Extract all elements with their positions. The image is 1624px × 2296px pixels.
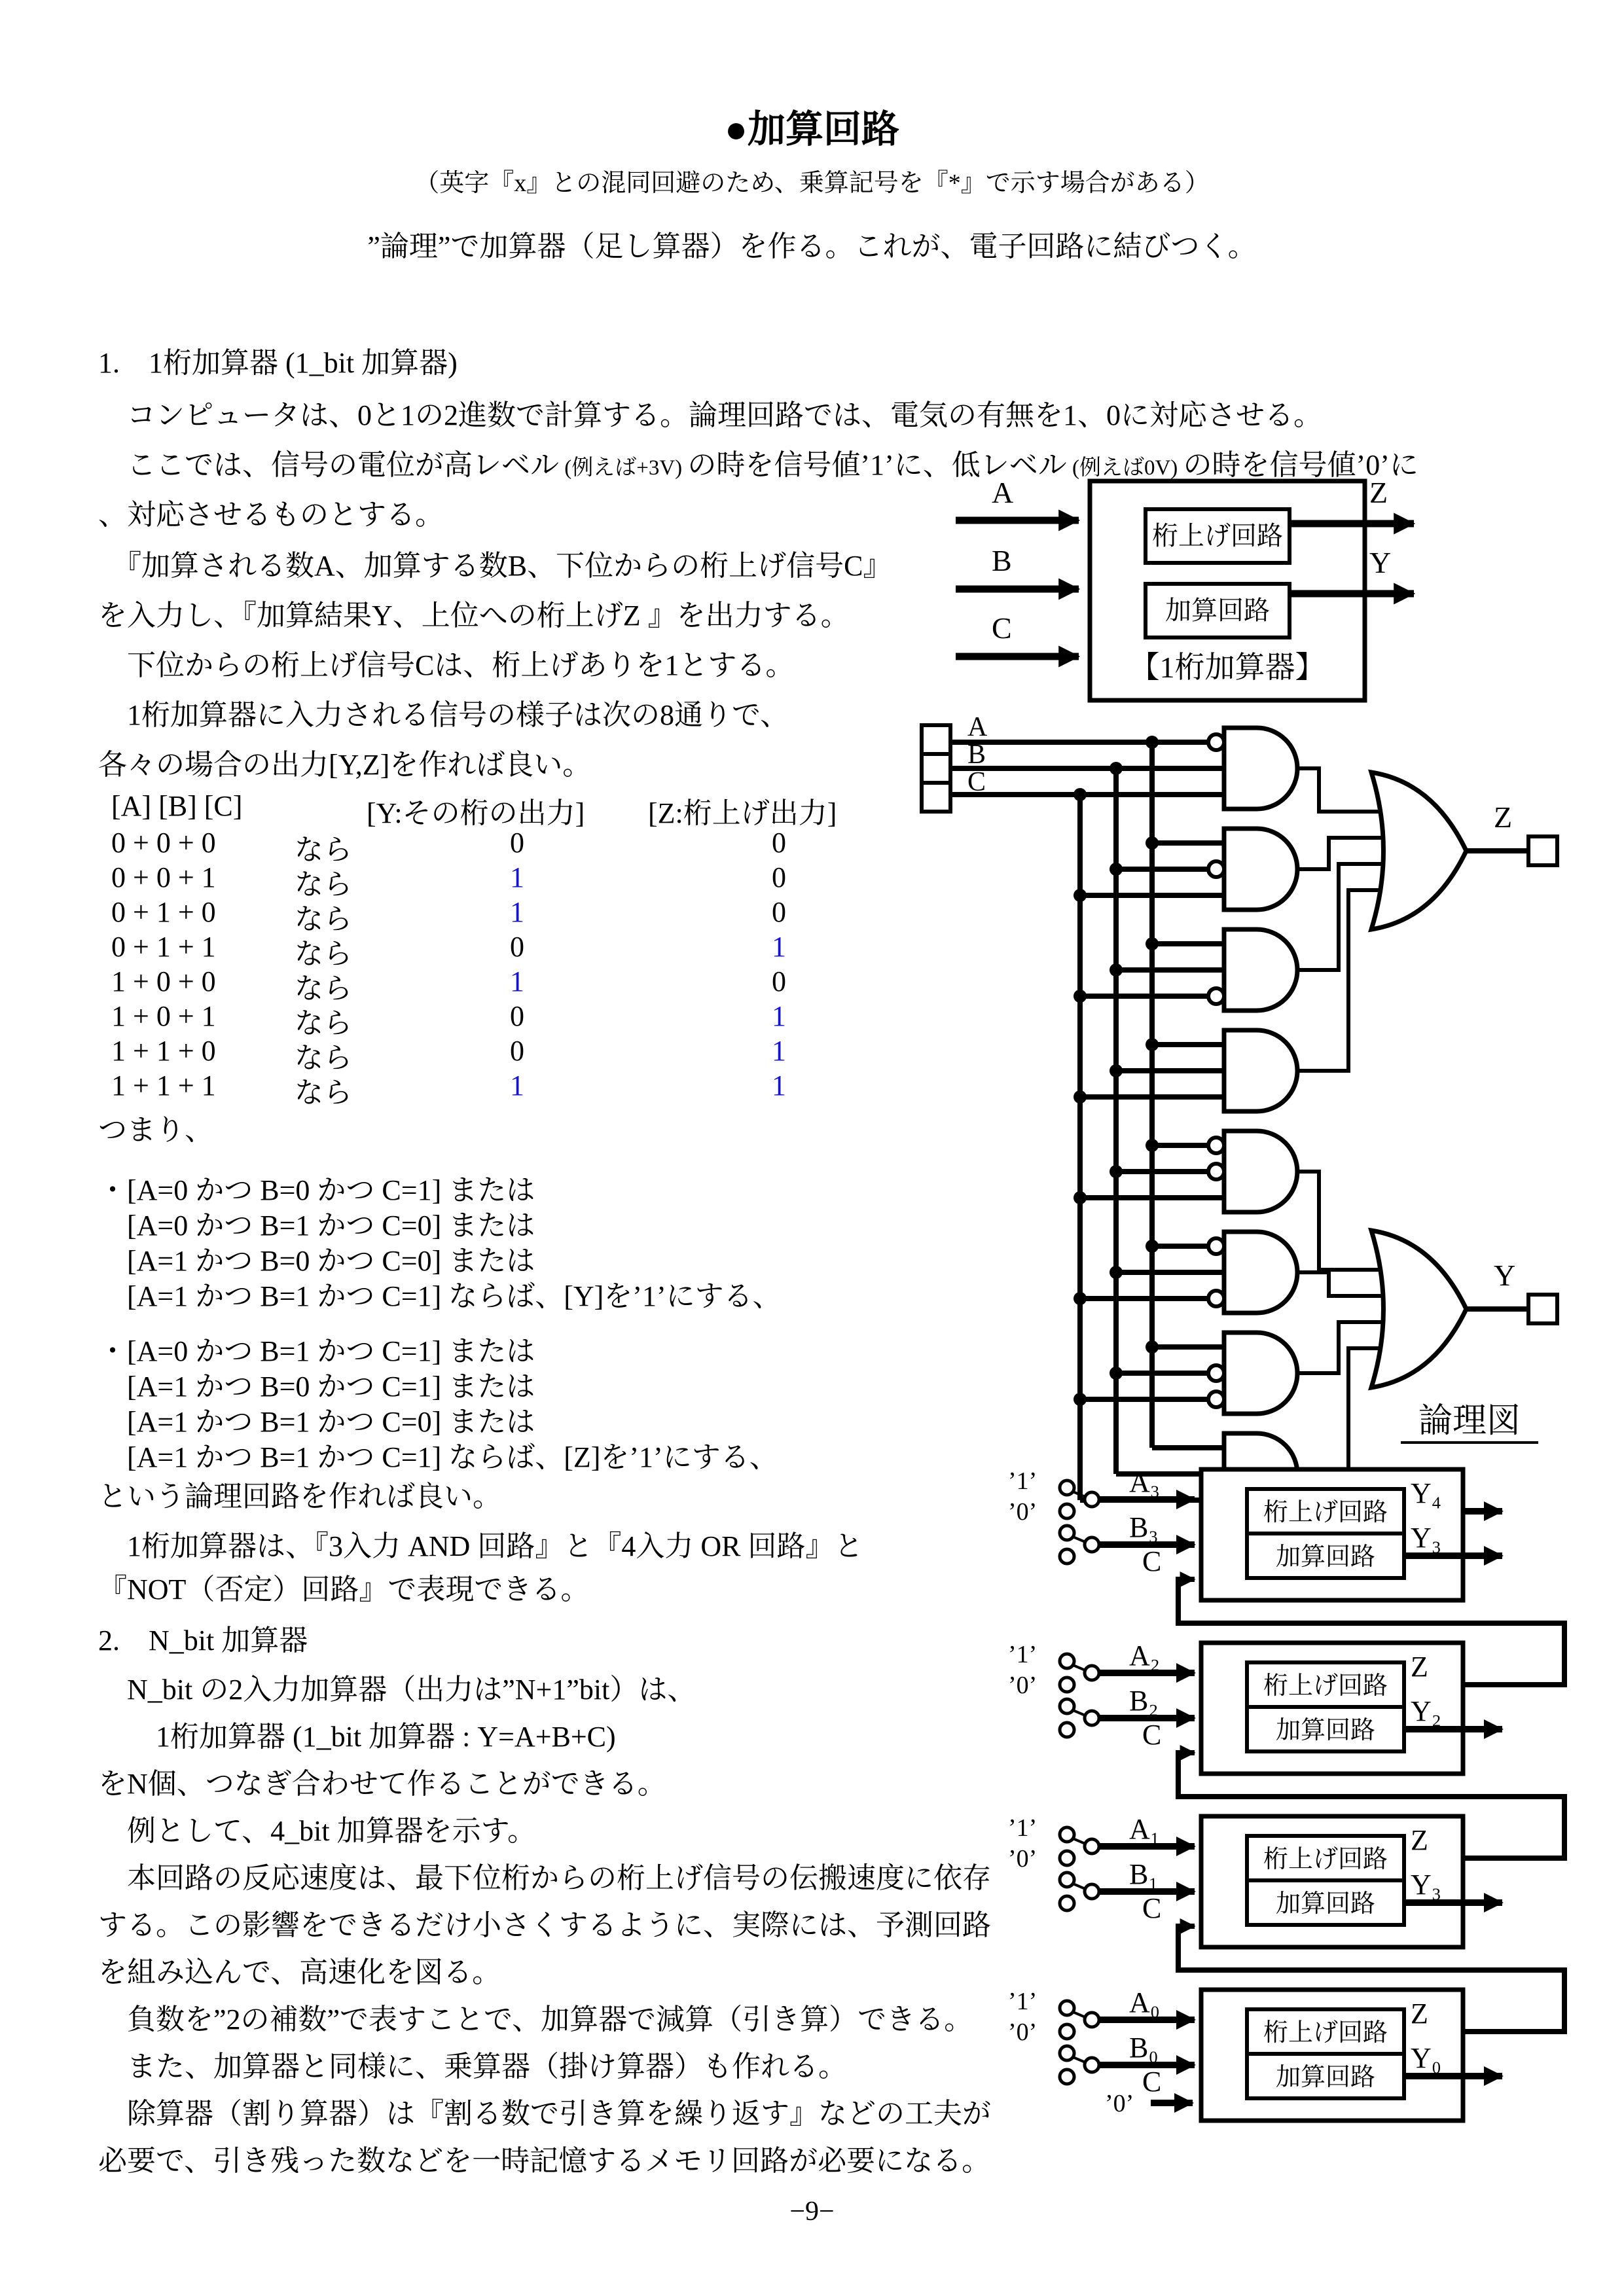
adder-block-3 — [1008, 1466, 1502, 1600]
conditions-z-group — [98, 1327, 778, 1473]
paragraph: 例として、4_bit 加算器を示す。 — [98, 1815, 537, 1847]
table-cell-condition: なら — [295, 834, 352, 866]
table-row — [98, 895, 916, 935]
label-z: Z — [1369, 476, 1388, 509]
switch-off-label: ’0’ — [1008, 1845, 1038, 1873]
zero-source-label: ’0’ — [1105, 2090, 1134, 2117]
condition-line-y: [A=0 かつ B=1 かつ C=0] または — [98, 1210, 535, 1242]
table-cell-condition: なら — [295, 1007, 352, 1039]
and-gate — [1224, 1030, 1297, 1111]
label-c: C — [1142, 2066, 1162, 2098]
carry-circuit-label: 桁上げ回路 — [1263, 1499, 1388, 1526]
table-row — [98, 861, 916, 901]
condition-line-z: ・[A=0 かつ B=1 かつ C=1] または — [98, 1335, 535, 1367]
carry-circuit-label: 桁上げ回路 — [1263, 1846, 1388, 1873]
output-terminal-z — [1528, 836, 1557, 865]
condition-line-z: [A=1 かつ B=1 かつ C=0] または — [98, 1406, 535, 1438]
switch-off-label: ’0’ — [1008, 1498, 1038, 1526]
sum-circuit-label: 加算回路 — [1275, 1717, 1376, 1744]
condition-line-y: ・[A=0 かつ B=0 かつ C=1] または — [98, 1174, 535, 1206]
paragraph: 負数を”2の補数”で表すことで、加算器で減算（引き算）できる。 — [98, 2003, 973, 2036]
paragraph: 1桁加算器に入力される信号の様子は次の8通りで、 — [98, 699, 789, 731]
table-cell-z-output: 1 — [772, 1035, 786, 1067]
truth-table-header-z: [Z:桁上げ出力] — [648, 797, 837, 829]
table-cell-condition: なら — [295, 1042, 352, 1074]
table-cell-y-output: 0 — [510, 1035, 524, 1067]
table-cell-y-output: 1 — [510, 861, 524, 893]
paragraph-small-segment: (例えば0V) — [1066, 456, 1183, 480]
section2-paragraphs — [98, 1666, 991, 2184]
label-b3: B₃ — [1129, 1511, 1159, 1543]
input-wires — [950, 742, 1231, 1500]
table-cell-z-output: 1 — [772, 1069, 786, 1102]
input-switch-b[interactable] — [1060, 1526, 1099, 1564]
table-cell-condition: なら — [295, 1077, 352, 1109]
truth-table-rows — [98, 826, 916, 1109]
paragraph: 『加算される数A、加算する数B、下位からの桁上げ信号C』 — [98, 550, 892, 582]
and-gate — [1224, 1232, 1297, 1313]
adder-block-2 — [1008, 1640, 1502, 1774]
table-cell-z-output: 1 — [772, 931, 786, 963]
table-cell-expression: 1 + 0 + 1 — [111, 1000, 216, 1032]
page-subtitle: （英字『x』との混同回避のため、乗算記号を『*』で示す場合がある） — [414, 170, 1210, 197]
table-cell-condition: なら — [295, 869, 352, 901]
or-gate-y — [1371, 1230, 1466, 1388]
table-cell-condition: なら — [295, 903, 352, 935]
table-cell-expression: 0 + 0 + 1 — [111, 861, 216, 893]
label-out-top: Z — [1411, 1651, 1428, 1683]
label-y: Y — [1369, 546, 1392, 579]
and-gate — [1224, 1131, 1297, 1212]
adder-block-0 — [1008, 1986, 1502, 2121]
section2-heading: 2. N_bit 加算器 — [98, 1624, 308, 1657]
paragraph: 『NOT（否定）回路』で表現できる。 — [98, 1573, 590, 1605]
table-cell-z-output: 0 — [772, 861, 786, 893]
carry-circuit-label: 桁上げ回路 — [1152, 521, 1283, 550]
carry-circuit-label: 桁上げ回路 — [1263, 2019, 1388, 2047]
and-gates — [1224, 728, 1297, 1515]
condition-line-y: [A=1 かつ B=0 かつ C=0] または — [98, 1245, 535, 1277]
label-c: C — [1142, 1719, 1162, 1751]
table-cell-expression: 0 + 0 + 0 — [111, 827, 216, 859]
paragraph: をN個、つなぎ合わせて作ることができる。 — [98, 1768, 666, 1800]
input-switch-b[interactable] — [1060, 1699, 1099, 1737]
label-b: B — [967, 740, 986, 770]
table-cell-condition: なら — [295, 938, 352, 970]
or-gate-z — [1371, 772, 1466, 929]
label-c: C — [992, 611, 1012, 645]
sum-circuit-label: 加算回路 — [1275, 2064, 1376, 2091]
output-terminal-y — [1528, 1295, 1557, 1323]
conditions-lead: つまり、 — [98, 1114, 213, 1146]
paragraph: 1桁加算器は、『3入力 AND 回路』と『4入力 OR 回路』と — [98, 1530, 863, 1562]
label-out-bottom: Y₂ — [1411, 1695, 1442, 1727]
paragraph-segment: の時を信号値’0’に — [1183, 449, 1418, 481]
paragraph: 各々の場合の出力[Y,Z]を作れば良い。 — [98, 749, 592, 781]
label-out-top: Z — [1411, 1998, 1428, 2030]
label-out-top: Y₄ — [1411, 1477, 1442, 1509]
label-a1: A₁ — [1129, 1813, 1161, 1845]
condition-line-z: [A=1 かつ B=1 かつ C=1] ならば、[Z]を’1’にする、 — [98, 1441, 778, 1473]
label-c: C — [1142, 1545, 1162, 1577]
sum-circuit-label: 加算回路 — [1275, 1543, 1376, 1571]
label-b: B — [992, 544, 1012, 577]
conditions-y-group — [98, 1166, 782, 1312]
adder-caption: 【1桁加算器】 — [1129, 651, 1326, 684]
table-cell-y-output: 1 — [510, 1069, 524, 1102]
label-a: A — [992, 476, 1014, 509]
paragraph: する。この影響をできるだけ小さくするように、実際には、予測回路 — [98, 1909, 991, 1941]
and-gate — [1224, 728, 1297, 809]
switch-off-label: ’0’ — [1008, 1672, 1038, 1699]
label-out-top: Z — [1411, 1824, 1428, 1856]
switch-on-label: ’1’ — [1008, 1467, 1038, 1495]
intro-line: ”論理”で加算器（足し算器）を作る。これが、電子回路に結びつく。 — [367, 230, 1257, 262]
paragraph: 除算器（割り算器）は『割る数で引き算を繰り返す』などの工夫が — [98, 2098, 991, 2130]
table-cell-z-output: 0 — [772, 896, 786, 928]
label-out-bottom: Y₀ — [1411, 2042, 1442, 2074]
and-gate — [1224, 929, 1297, 1011]
truth-table-header-y: [Y:その桁の出力] — [367, 797, 585, 829]
page-number: −9− — [789, 2197, 835, 2227]
label-a: A — [967, 713, 988, 742]
table-row — [98, 965, 916, 1005]
switch-on-label: ’1’ — [1008, 1988, 1038, 2015]
and-gate — [1224, 829, 1297, 910]
switch-on-label: ’1’ — [1008, 1814, 1038, 1842]
paragraph: N_bit の2入力加算器（出力は”N+1”bit）は、 — [98, 1674, 696, 1706]
input-switch-b[interactable] — [1060, 2046, 1099, 2084]
label-out-bottom: Y₃ — [1411, 1522, 1442, 1554]
paragraph: を入力し、『加算結果Y、上位への桁上げZ 』を出力する。 — [98, 600, 850, 632]
paragraph-segment: ここでは、信号の電位が高レベル — [98, 449, 559, 481]
and-gate — [1224, 1333, 1297, 1414]
paragraph: を組み込んで、高速化を図る。 — [98, 1956, 501, 1988]
switch-off-label: ’0’ — [1008, 2018, 1038, 2046]
input-switch-a[interactable] — [1060, 2001, 1099, 2039]
sum-circuit-label: 加算回路 — [1165, 596, 1270, 625]
table-row — [98, 930, 916, 970]
table-cell-y-output: 0 — [510, 827, 524, 859]
table-cell-expression: 1 + 1 + 0 — [111, 1035, 216, 1067]
label-b0: B₀ — [1129, 2032, 1159, 2064]
table-cell-y-output: 1 — [510, 896, 524, 928]
table-cell-y-output: 0 — [510, 931, 524, 963]
one-bit-adder-diagram — [936, 452, 1479, 726]
paragraph: 本回路の反応速度は、最下位桁からの桁上げ信号の伝搬速度に依存 — [98, 1862, 991, 1894]
paragraph: 、対応させるものとする。 — [98, 499, 444, 531]
paragraph-small-segment: (例えば+3V) — [559, 456, 688, 480]
input-switch-a[interactable] — [1060, 1480, 1099, 1518]
four-bit-adder-diagram — [969, 1456, 1623, 2150]
table-cell-expression: 0 + 1 + 1 — [111, 931, 216, 963]
input-switch-b[interactable] — [1060, 1873, 1099, 1910]
or-gates — [1371, 772, 1466, 1388]
adder-block-1 — [1008, 1813, 1502, 1947]
table-cell-z-output: 0 — [772, 965, 786, 997]
paragraph: 必要で、引き残った数などを一時記憶するメモリ回路が必要になる。 — [98, 2145, 991, 2177]
table-row — [98, 826, 916, 866]
table-cell-y-output: 0 — [510, 1000, 524, 1032]
table-row — [98, 1069, 916, 1109]
label-y: Y — [1494, 1259, 1516, 1292]
table-cell-expression: 1 + 1 + 1 — [111, 1069, 216, 1102]
table-cell-y-output: 1 — [510, 965, 524, 997]
table-row — [98, 1034, 916, 1074]
table-cell-condition: なら — [295, 973, 352, 1005]
label-b1: B₁ — [1129, 1858, 1159, 1890]
condition-line-z: [A=1 かつ B=0 かつ C=1] または — [98, 1371, 535, 1403]
carry-circuit-label: 桁上げ回路 — [1263, 1672, 1388, 1700]
paragraph: 下位からの桁上げ信号Cは、桁上げありを1とする。 — [98, 649, 795, 681]
label-out-bottom: Y₃ — [1411, 1869, 1442, 1901]
label-c: C — [1142, 1892, 1162, 1924]
input-terminal-box — [922, 725, 950, 812]
input-switch-a[interactable] — [1060, 1654, 1099, 1692]
paragraph: コンピュータは、0と1の2進数で計算する。論理回路では、電気の有無を1、0に対応させる。 — [98, 399, 1322, 431]
table-cell-z-output: 0 — [772, 827, 786, 859]
section1-heading: 1. 1桁加算器 (1_bit 加算器) — [98, 347, 458, 379]
label-a0: A₀ — [1129, 1986, 1161, 2018]
paragraph: また、加算器と同様に、乗算器（掛け算器）も作れる。 — [98, 2051, 847, 2083]
logic-gate-diagram — [916, 713, 1584, 1525]
truth-table-header-abc: [A] [B] [C] — [111, 790, 243, 822]
label-b2: B₂ — [1129, 1685, 1159, 1717]
page-title: ●加算回路 — [724, 108, 900, 151]
table-cell-z-output: 1 — [772, 1000, 786, 1032]
label-a2: A₂ — [1129, 1640, 1161, 1672]
table-cell-expression: 1 + 0 + 0 — [111, 965, 216, 997]
condition-line-y: [A=1 かつ B=1 かつ C=1] ならば、[Y]を’1’にする、 — [98, 1280, 782, 1312]
sum-circuit-label: 加算回路 — [1275, 1890, 1376, 1918]
label-a3: A₃ — [1129, 1466, 1161, 1498]
label-z: Z — [1494, 800, 1513, 834]
table-cell-expression: 0 + 1 + 0 — [111, 896, 216, 928]
paragraph-segment: の時を信号値’1’に、低レベル — [687, 449, 1067, 481]
label-c: C — [967, 767, 986, 797]
paragraph: という論理回路を作れば良い。 — [98, 1480, 501, 1513]
logic-diagram-caption: 論理図 — [1418, 1403, 1521, 1440]
table-row — [98, 999, 916, 1039]
switch-on-label: ’1’ — [1008, 1641, 1038, 1668]
input-switch-a[interactable] — [1060, 1827, 1099, 1865]
paragraph: 1桁加算器 (1_bit 加算器 : Y=A+B+C) — [98, 1721, 616, 1753]
